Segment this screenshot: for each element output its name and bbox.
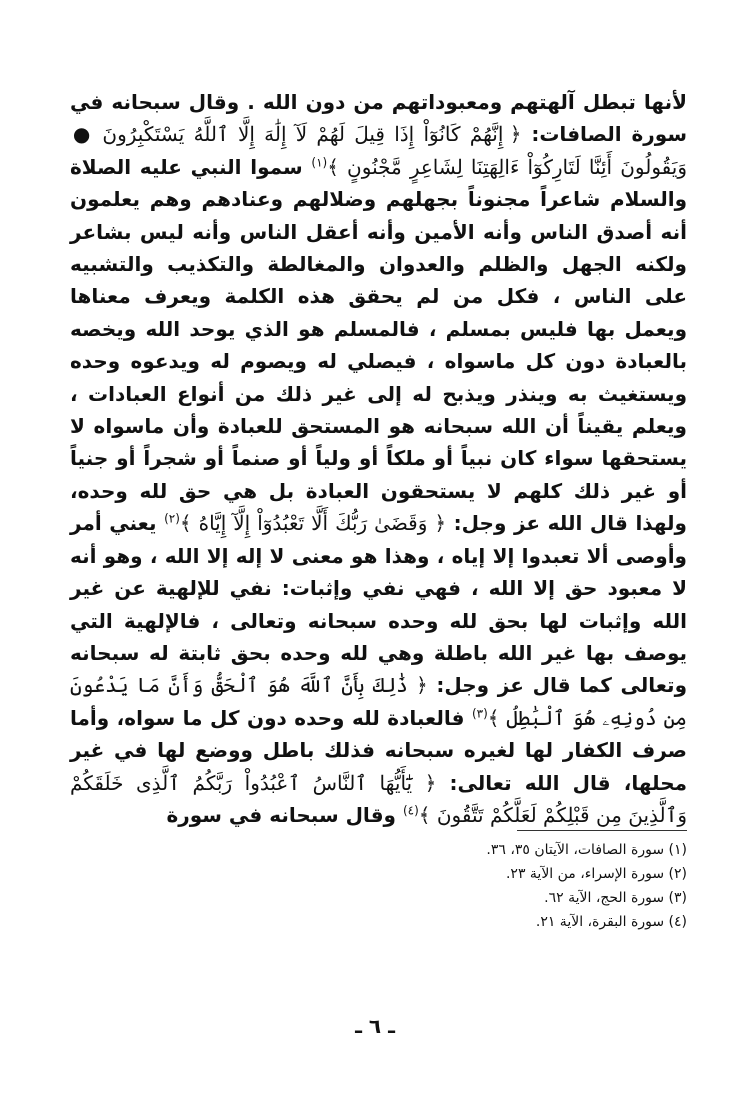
page-number: ـ ٦ ـ xyxy=(355,1014,395,1038)
footnote-reference: (١) xyxy=(311,155,328,170)
body-text-segment: وقال سبحانه في سورة xyxy=(166,802,403,827)
footnote-separator xyxy=(517,830,687,831)
footnote-2: (٢) سورة الإسراء، من الآية ٢٣. xyxy=(505,866,687,882)
body-text-segment: لأنها تبطل آلهتهم ومعبوداتهم من دون الله . وقال سبحانه في سورة الصافات: xyxy=(70,90,687,147)
footnote-3: (٣) سورة الحج، الآية ٦٢. xyxy=(544,890,687,906)
body-text-segment: سموا النبي عليه الصلاة والسلام شاعراً مجنوناً بجهلهم وضلالهم وعنادهم وهم يعلمون أنه أصدق الناس وأنه الأمين وأنه أعقل الناس وأنه ليس بشاعر ولكنه الجهل والظلم والعدوان والمغالطة والتكذيب والتشبيه على الناس ، فكل من لم يحقق هذه الكلمة ويعرف معناها ويعمل بها فليس بمسلم ، فالمسلم هو الذي يوحد الله ويخصه بالعبادة دون كل ماسواه ، فيصلي له ويصوم له ويدعوه وحده ويستغيث به وينذر ويذبح له إلى غير ذلك من أنواع العبادات ، ويعلم يقيناً أن الله سبحانه هو المستحق للعبادة وأن ماسواه لا يستحقها سواء كان نبياً أو ملكاً أو ولياً أو صنماً أو شجراً أو جنياً أو غير ذلك كلهم لا يستحقون العبادة بل هي حق لله وحده، ولهذا قال الله عز وجل: xyxy=(70,154,687,536)
main-body-text xyxy=(70,86,687,831)
footnote-reference: (٣) xyxy=(471,706,488,721)
footnote-reference: (٤) xyxy=(402,803,419,818)
body-text-segment: يعني أمر وأوصى ألا تعبدوا إلا إياه ، وهذا هو معنى لا إله إلا الله ، وهو أنه لا معبود حق إلا الله ، فهي نفي وإثبات: نفي للإلهية عن غير الله وإثبات لها بحق لله وحده سبحانه وتعالى ، فالإلهية التي يوصف بها غير الله باطلة وهي لله وحده بحق ثابتة له سبحانه وتعالى كما قال عز وجل: xyxy=(70,511,688,698)
body-text-segment: فالعبادة لله وحده دون كل ما سواه، وأما صرف الكفار لها لغيره سبحانه فذلك باطل ووضع لها في غير محلها، قال الله تعالى: xyxy=(70,705,687,795)
quran-verse: ﴿ إِنَّهُمْ كَانُوٓاْ إِذَا قِيلَ لَهُمْ لَآ إِلَٰهَ إِلَّا ٱللَّهُ يَسْتَكْبِرُونَ ● وَيَقُولُونَ أَئِنَّا لَتَارِكُوٓاْ ءَالِهَتِنَا لِشَاعِرٍ مَّجْنُونٍ ﴾ xyxy=(70,122,687,179)
footnote-reference: (٢) xyxy=(164,511,180,526)
quran-verse: ﴿ ذَٰلِكَ بِأَنَّ ٱللَّهَ هُوَ ٱلْحَقُّ وَأَنَّ مَا يَدْعُونَ مِن دُونِهِۦ هُوَ ٱلْبَٰطِلُ ﴾ xyxy=(70,673,687,730)
footnote-1: (١) سورة الصافات، الآيتان ٣٥، ٣٦. xyxy=(486,842,687,858)
footnotes-block xyxy=(287,838,687,934)
quran-verse: ﴿ يَٰٓأَيُّهَا ٱلنَّاسُ ٱعْبُدُواْ رَبَّكُمُ ٱلَّذِى خَلَقَكُمْ وَٱلَّذِينَ مِن قَبْلِكُمْ لَعَلَّكُمْ تَتَّقُونَ ﴾ xyxy=(70,770,687,827)
quran-verse: ﴿ وَقَضَىٰ رَبُّكَ أَلَّا تَعْبُدُوٓاْ إِلَّآ إِيَّاهُ ﴾ xyxy=(179,511,447,536)
footnote-4: (٤) سورة البقرة، الآية ٢١. xyxy=(535,914,687,930)
